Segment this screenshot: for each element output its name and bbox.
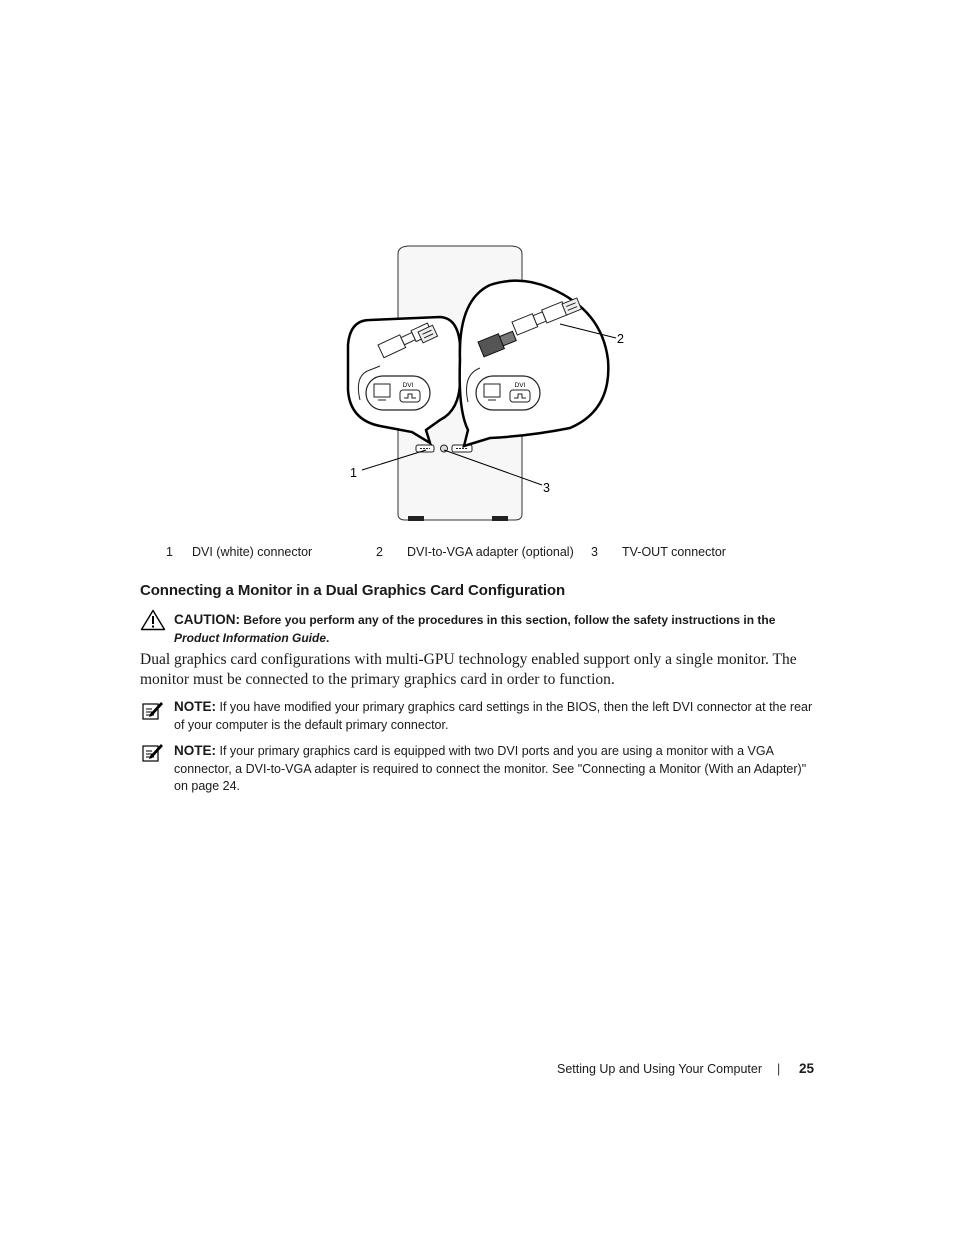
caution-reference: Product Information Guide — [174, 630, 326, 645]
legend-label-2: DVI-to-VGA adapter (optional) — [407, 545, 574, 559]
note-2-lead: NOTE: — [174, 743, 216, 758]
legend-label-3: TV-OUT connector — [622, 545, 726, 559]
note-1 — [174, 698, 819, 734]
dvi-symbol-icon — [400, 390, 420, 402]
body-paragraph: Dual graphics card configurations with multi-GPU technology enabled support only a single monitor. The monitor must be connected to the primary graphics card in order to function. — [140, 651, 797, 688]
note-1-lead: NOTE: — [174, 699, 216, 714]
monitor-icon-2 — [484, 384, 500, 397]
note-2 — [174, 742, 819, 796]
footer-separator: | — [777, 1062, 781, 1076]
note-icon-2 — [142, 742, 164, 762]
section-heading: Connecting a Monitor in a Dual Graphics Card Configuration — [140, 582, 566, 599]
note-icon — [142, 700, 164, 720]
connector-illustration — [340, 240, 630, 530]
dvi-symbol-icon-2 — [510, 390, 530, 402]
monitor-icon — [374, 384, 390, 397]
footer-chapter-title: Setting Up and Using Your Computer — [557, 1062, 762, 1076]
note-1-text: If you have modified your primary graphics card settings in the BIOS, then the left DVI connector at the rear of your computer is the default primary connector. — [174, 700, 813, 732]
dvi-port-label-2: DVI — [514, 382, 526, 389]
callout-number-3: 3 — [543, 481, 550, 495]
caution-lead: CAUTION: — [174, 612, 240, 627]
caution-icon — [140, 609, 166, 631]
caution-end: . — [326, 630, 330, 645]
dvi-port-label: DVI — [402, 382, 414, 389]
legend-number-1: 1 — [166, 545, 173, 559]
legend-label-1: DVI (white) connector — [192, 545, 313, 559]
right-detail-bubble — [460, 281, 609, 446]
callout-number-2: 2 — [617, 332, 624, 346]
callout-number-1: 1 — [350, 466, 357, 480]
note-2-text: If your primary graphics card is equipped with two DVI ports and you are using a monitor with a VGA connector, a DVI-to-VGA adapter is required to connect the monitor. See "Connecting a Monitor (With an Adapter)" on page 24. — [174, 744, 807, 793]
legend-number-3: 3 — [591, 545, 598, 559]
caution-text: Before you perform any of the procedures in this section, follow the safety instructions in the — [243, 613, 776, 627]
page-number: 25 — [799, 1061, 815, 1076]
legend-number-2: 2 — [376, 545, 383, 559]
caution-block — [174, 611, 819, 647]
